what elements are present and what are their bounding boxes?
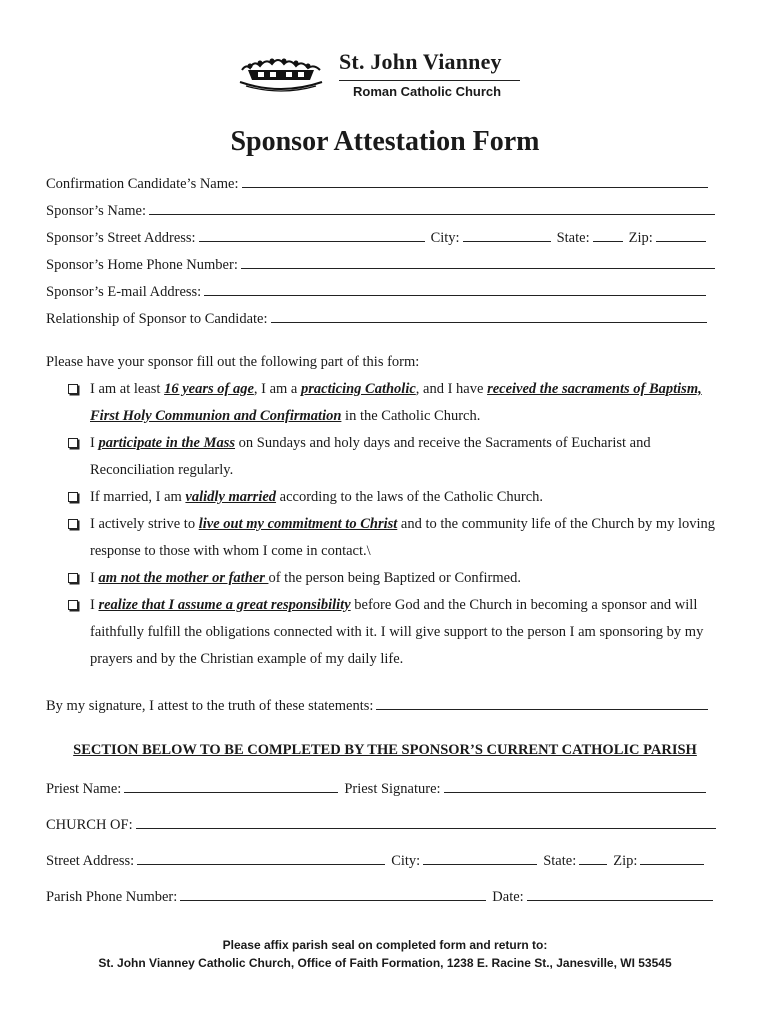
city-label: City: [430,230,460,246]
checkbox-icon[interactable] [68,384,78,394]
emphasis-text: received the sacraments of Baptism, First Holy Communion and Confirmation [90,381,702,424]
checklist-text [90,592,730,673]
candidate-name-row [46,174,708,194]
parish-zip-label: Zip: [613,853,638,869]
priest-signature-field[interactable] [444,779,706,793]
checklist-text-part: and to the community life of the Church by my loving response to those with whom I come in contact.\ [90,516,716,559]
zip-label: Zip: [628,230,653,246]
zip-field[interactable] [656,228,706,242]
relationship-row [46,309,707,329]
priest-signature-label: Priest Signature: [344,781,441,797]
checkbox-icon[interactable] [68,492,78,502]
street-address-field[interactable] [199,228,425,242]
emphasis-text: am not the mother or father [98,570,269,586]
relationship-label: Relationship of Sponsor to Candidate: [46,311,268,327]
checkbox-icon[interactable] [68,573,78,583]
email-row [46,282,706,302]
checkbox-icon[interactable] [68,519,78,529]
priest-name-label: Priest Name: [46,781,122,797]
home-phone-row [46,255,715,275]
form-title: Sponsor Attestation Form [230,126,540,157]
checklist-text-part: of the person being Baptized or Confirmed. [268,570,521,586]
candidate-name-label: Confirmation Candidate’s Name: [46,176,239,192]
parish-state-field[interactable] [579,851,607,865]
checklist-text-part: , I am a [253,381,301,397]
sponsor-name-label: Sponsor’s Name: [46,203,147,219]
relationship-field[interactable] [271,309,707,323]
church-of-field[interactable] [136,815,716,829]
candidate-name-field[interactable] [242,174,708,188]
checklist-text-part: If married, I am [90,489,186,505]
checklist-text [90,484,730,511]
emphasis-text: participate in the Mass [98,435,236,451]
parish-city-field[interactable] [423,851,537,865]
intro-text: Please have your sponsor fill out the following part of this form: [46,354,420,370]
checklist-text [90,565,730,592]
parish-zip-field[interactable] [640,851,704,865]
state-field[interactable] [593,228,623,242]
home-phone-field[interactable] [241,255,715,269]
checklist-text-part: , and I have [415,381,488,397]
checklist-text-part: on Sundays and holy days and receive the Sacraments of Eucharist and Reconciliation regularly. [90,435,651,478]
checklist-text-part: I [90,597,99,613]
emphasis-text: 16 years of age [164,381,254,397]
checklist-text-part: I am at least [90,381,165,397]
email-label: Sponsor’s E-mail Address: [46,284,202,300]
sponsor-name-row [46,201,715,221]
emphasis-text: live out my commitment to Christ [198,516,398,532]
parish-city-label: City: [391,853,421,869]
priest-name-field[interactable] [124,779,338,793]
sponsor-address-row [46,228,706,248]
checklist-text-part: according to the laws of the Catholic Church. [276,489,544,505]
footer-address: St. John Vianney Catholic Church, Office of Faith Formation, 1238 E. Racine St., Janesville, WI 53545 [98,956,672,970]
priest-row [46,779,706,799]
parish-street-label: Street Address: [46,853,135,869]
parish-street-field[interactable] [137,851,385,865]
parish-phone-label: Parish Phone Number: [46,889,178,905]
footer-instruction: Please affix parish seal on completed form and return to: [222,938,548,952]
attest-label: By my signature, I attest to the truth of these statements: [46,698,374,714]
checklist-text [90,511,730,565]
emphasis-text: realize that I assume a great responsibility [98,597,351,613]
church-of-row [46,815,716,835]
home-phone-label: Sponsor’s Home Phone Number: [46,257,238,273]
parish-phone-row [46,887,713,907]
street-address-label: Sponsor’s Street Address: [46,230,196,246]
parish-state-label: State: [543,853,577,869]
state-label: State: [556,230,590,246]
city-field[interactable] [463,228,551,242]
checklist-text-part: I [90,570,99,586]
header-divider [339,80,520,81]
church-of-label: CHURCH OF: [46,817,133,833]
church-name: St. John Vianney [339,49,502,74]
sponsor-name-field[interactable] [149,201,715,215]
parish-address-row [46,851,704,871]
checklist-text-part: before God and the Church in becoming a sponsor and will faithfully fulfill the obligations connected with it. I will give support to the person I am sponsoring by my prayers and by the Christian example of my daily life. [90,597,704,667]
checklist-text-part: in the Catholic Church. [341,408,481,424]
date-field[interactable] [527,887,713,901]
crown-logo-icon [236,50,326,94]
church-subtitle: Roman Catholic Church [353,84,502,99]
parish-section-heading: SECTION BELOW TO BE COMPLETED BY THE SPONSOR’S CURRENT CATHOLIC PARISH [73,742,697,758]
checklist-text-part: I [90,435,99,451]
parish-phone-field[interactable] [180,887,486,901]
checklist-text [90,376,730,430]
date-label: Date: [492,889,524,905]
checkbox-icon[interactable] [68,600,78,610]
emphasis-text: validly married [185,489,277,505]
emphasis-text: practicing Catholic [301,381,416,397]
attest-row [46,696,708,716]
checklist-text-part: I actively strive to [90,516,199,532]
email-field[interactable] [204,282,706,296]
checkbox-icon[interactable] [68,438,78,448]
sponsor-signature-field[interactable] [376,696,708,710]
checklist-text [90,430,730,484]
